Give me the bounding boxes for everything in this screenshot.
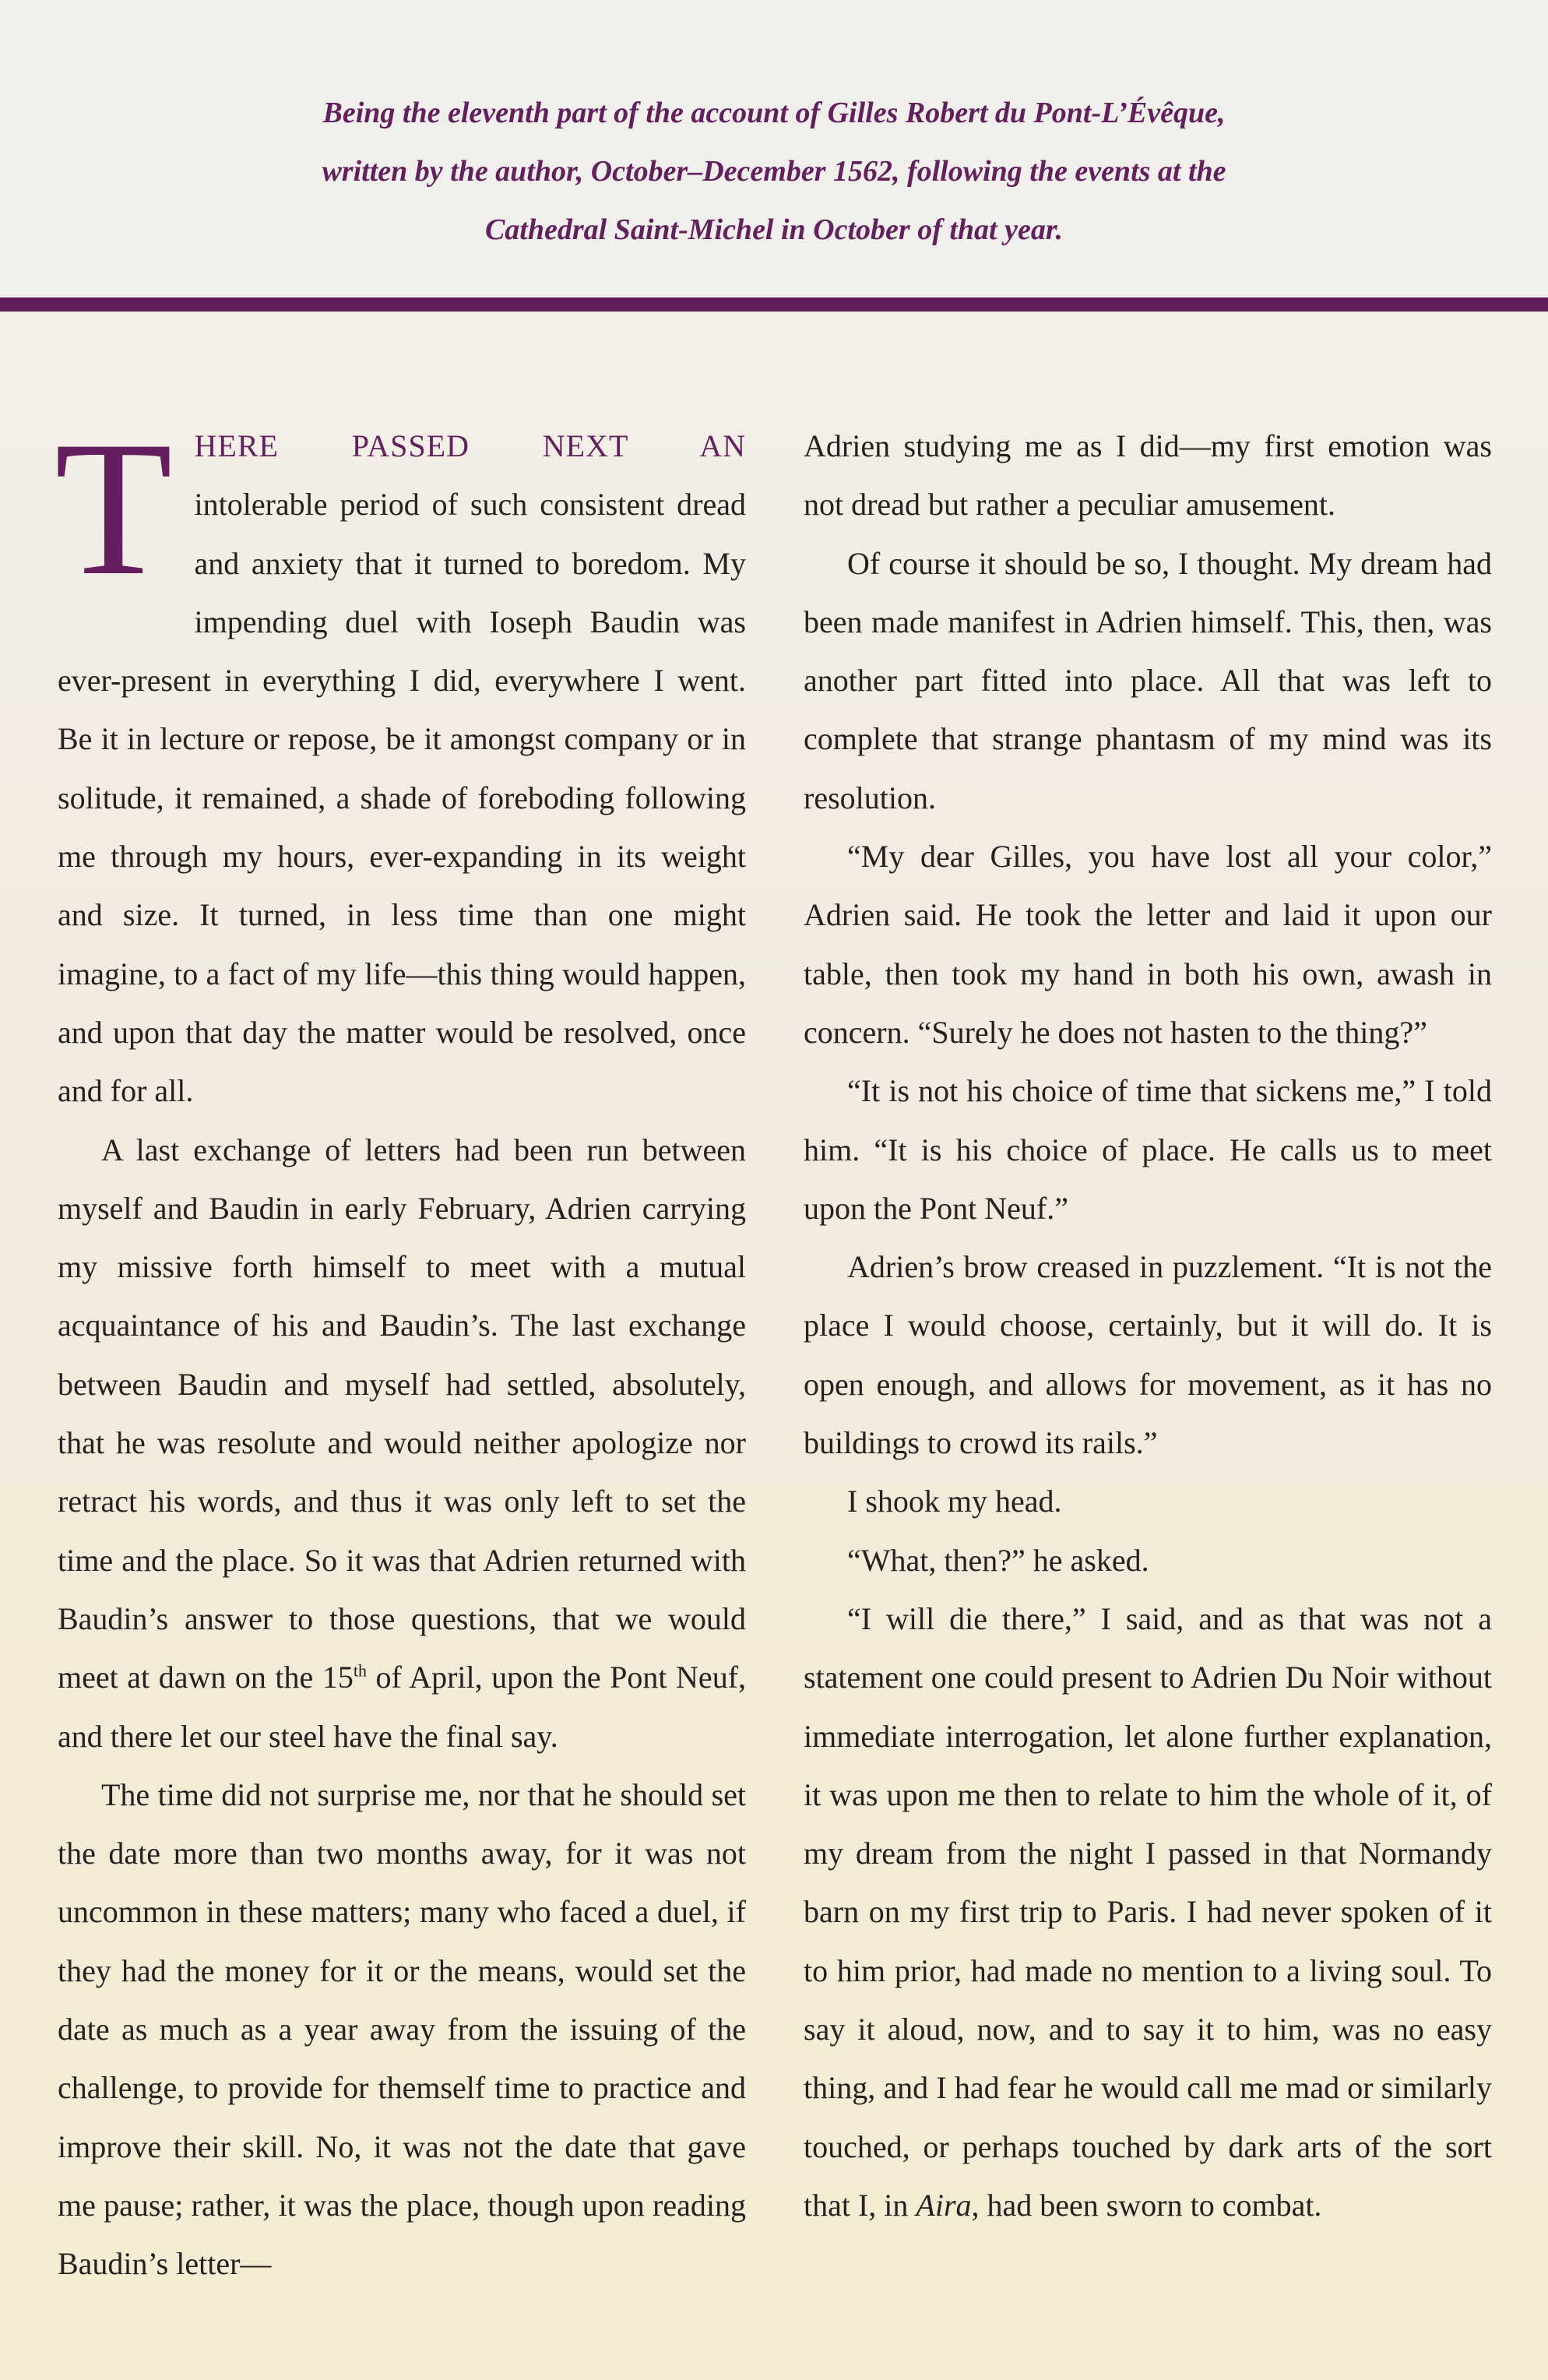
- intro-line-1: Being the eleventh part of the account of Gilles Robert du Pont-L’Évêque,: [322, 97, 1226, 129]
- header-panel: [0, 0, 1548, 298]
- header-divider: [0, 298, 1548, 312]
- paragraph: “My dear Gilles, you have lost all your color,” Adrien said. He took the letter and laid it upon our table, then took my hand in both his own, awash in concern. “Surely he does not hasten to the thing?”: [804, 839, 1492, 1050]
- drop-cap: T: [55, 401, 173, 615]
- paragraph-text: intolerable period of such consistent dread and anxiety that it turned to boredom. My impending duel with Ioseph Baudin was ever-present in everything I did, everywhere I went. Be it in lecture or repose, be it amongst company or in solitude, it remained, a shade of foreboding following me through my hours, ever-expanding in its weight and size. It turned, in less time than one might imagine, to a fact of my life—this thing would happen, and upon that day the matter would be resolved, once and for all.: [58, 487, 746, 1109]
- italic-term: Aira: [916, 2187, 972, 2223]
- paragraph: [55, 401, 746, 1121]
- paragraph: [804, 1590, 1492, 2234]
- paragraph-text: of April, upon the Pont Neuf, and there let our steel have the final say.: [58, 1660, 747, 1754]
- small-caps-opening: HERE PASSED NEXT AN: [194, 428, 746, 463]
- paragraph: I shook my head.: [847, 1484, 1062, 1519]
- paragraph: “What, then?” he asked.: [847, 1542, 1149, 1578]
- paragraph: “It is not his choice of time that sickens me,” I told him. “It is his choice of place. He calls us to meet upon the Pont Neuf.”: [804, 1073, 1492, 1226]
- paragraph: Of course it should be so, I thought. My dream had been made manifest in Adrien himself. This, then, was another part fitted into place. All that was left to complete that strange phantasm of my mind was its resolution.: [804, 545, 1492, 815]
- paragraph-text: , had been sworn to combat.: [971, 2187, 1322, 2223]
- right-column: [804, 417, 1492, 2234]
- paragraph-text: A last exchange of letters had been run between myself and Baudin in early February, Adrien carrying my missive forth himself to meet with a mutual acquaintance of his and Baudin’s. The last exchange between Baudin and myself had settled, absolutely, that he was resolute and would neither apologize nor retract his words, and thus it was only left to set the time and the place. So it was that Adrien returned with Baudin’s answer to those questions, that we would meet at dawn on the 15: [58, 1132, 746, 1695]
- left-column: [55, 401, 747, 2294]
- paragraph: [58, 1121, 746, 1766]
- paragraph: The time did not surprise me, nor that he should set the date more than two months away, for it was not uncommon in these matters; many who faced a duel, if they had the money for it or the means, would set the date as much as a year away from the issuing of the challenge, to provide for themself time to practice and improve their skill. No, it was not the date that gave me pause; rather, it was the place, though upon reading Baudin’s letter—: [58, 1776, 746, 2282]
- paragraph: Adrien studying me as I did—my first emotion was not dread but rather a peculiar amusement.: [804, 428, 1492, 523]
- ordinal-superscript: th: [353, 1660, 367, 1681]
- paragraph: Adrien’s brow creased in puzzlement. “It is not the place I would choose, certainly, but it will do. It is open enough, and allows for movement, as it has no buildings to crowd its rails.”: [804, 1249, 1492, 1461]
- chapter-intro: [109, 84, 1439, 259]
- intro-line-3: Cathedral Saint-Michel in October of that year.: [484, 213, 1064, 246]
- paragraph-text: “I will die there,” I said, and as that was not a statement one could present to Adrien Du Noir without immediate interrogation, let alone further explanation, it was upon me then to relate to him the whole of it, of my dream from the night I passed in that Normandy barn on my first trip to Paris. I had never spoken of it to him prior, had made no mention to a living soul. To say it aloud, now, and to say it to him, was no easy thing, and I had fear he would call me mad or similarly touched, or perhaps touched by dark arts of the sort that I, in: [804, 1600, 1492, 2223]
- intro-line-2: written by the author, October–December 1562, following the events at the: [322, 155, 1226, 188]
